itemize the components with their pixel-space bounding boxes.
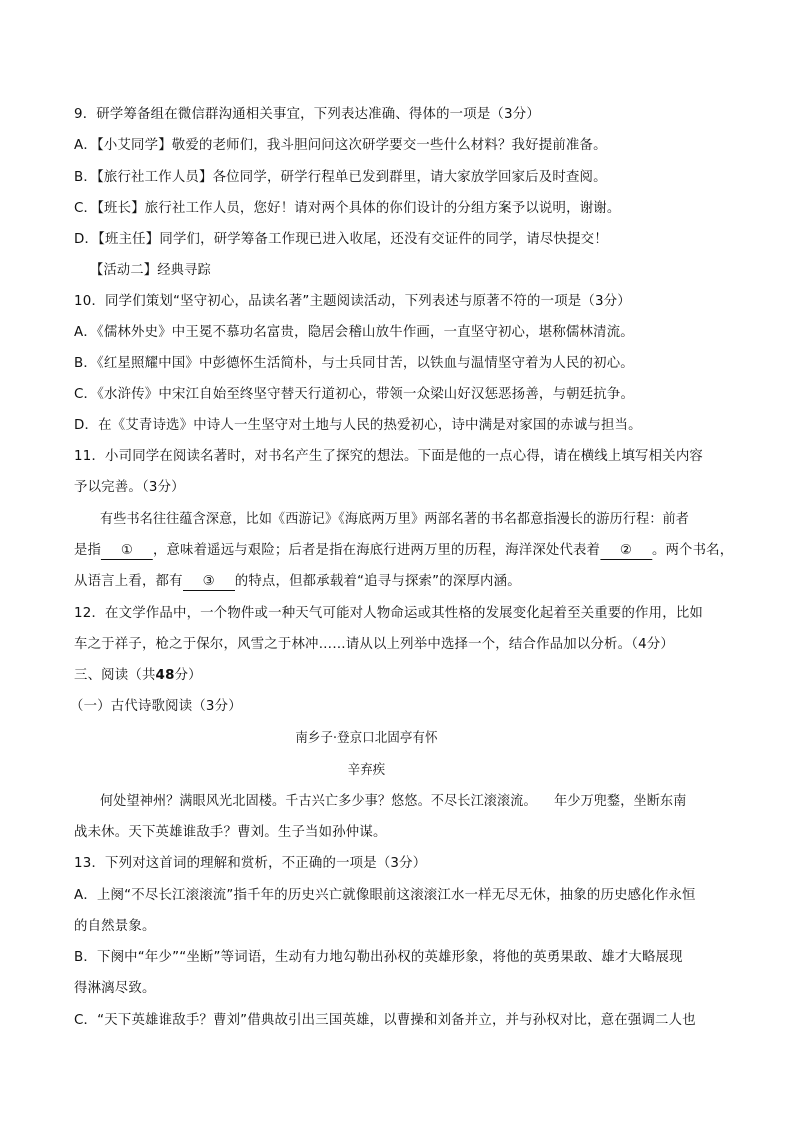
section-title-text: 分） — [174, 668, 202, 683]
q12-line1: 12．在文学作品中，一个物件或一种天气可能对人物命运或其性格的发展变化起着至关重要的作用，比如 — [74, 606, 704, 621]
fill-blank-3: ③ — [183, 574, 235, 591]
q10-stem: 10．同学们策划“坚守初心，品读名著”主题阅读活动，下列表述与原著不符的一项是（3分） — [74, 294, 631, 309]
poem-line2: 战未休。天下英雄谁敌手？曹刘。生子当如孙仲谋。 — [74, 825, 387, 840]
q11-text: 。两个书名， — [651, 543, 734, 558]
q10-option-c: C．《水浒传》中宋江自始至终坚守替天行道初心，带领一众梁山好汉惩恶扬善，与朝廷抗争。 — [74, 387, 635, 402]
q13-stem: 13．下列对这首词的理解和赏析，不正确的一项是（3分） — [74, 856, 427, 871]
q11-text: ，意味着遥远与艰险；后者是指在海底行进两万里的历程，海洋深处代表着 — [152, 543, 601, 558]
q13-option-b-line1: B．下阕中“年少”“坐断”等词语，生动有力地勾勒出孙权的英雄形象，将他的英勇果敢、雄才大略展现 — [74, 950, 683, 965]
subsection-title: （一）古代诗歌阅读（3分） — [70, 699, 242, 714]
q9-option-b: B．【旅行社工作人员】各位同学，研学行程单已发到群里，请大家放学回家后及时查阅。 — [74, 170, 607, 185]
q9-option-a: A．【小艾同学】敬爱的老师们，我斗胆问问这次研学要交一些什么材料？我好提前准备。 — [74, 138, 607, 153]
q9-stem: 9．研学筹备组在微信群沟通相关事宜，下列表达准确、得体的一项是（3分） — [74, 107, 540, 122]
q11-passage-line2 — [74, 542, 734, 560]
poem-author: 辛弃疾 — [347, 763, 386, 778]
q10-option-d: D．在《艾青诗选》中诗人一生坚守对土地与人民的热爱初心，诗中满是对家国的赤诚与担当。 — [74, 418, 642, 433]
activity-heading: 【活动二】经典寻踪 — [90, 263, 212, 278]
q11-text: 的特点，但都承载着“追寻与探索”的深厚内涵。 — [234, 574, 521, 589]
q10-option-a: A．《儒林外史》中王冕不慕功名富贵，隐居会稽山放牛作画，一直坚守初心，堪称儒林清流。 — [74, 325, 634, 340]
poem-title: 南乡子·登京口北固亭有怀 — [295, 731, 438, 746]
fill-blank-2: ② — [600, 543, 652, 560]
q11-passage-line1: 有些书名往往蕴含深意，比如《西游记》《海底两万里》两部名著的书名都意指漫长的游历行程：前者 — [100, 512, 690, 527]
q11-passage-line3 — [74, 573, 724, 591]
q12-line2: 车之于祥子，枪之于保尔，风雪之于林冲……请从以上列举中选择一个，结合作品加以分析。（4分） — [74, 637, 675, 652]
q10-option-b: B．《红星照耀中国》中彭德怀生活简朴，与士兵同甘苦，以铁血与温情坚守着为人民的初心。 — [74, 356, 634, 371]
q11-text: 是指 — [74, 543, 102, 558]
fill-blank-1: ① — [101, 543, 153, 560]
poem-line1: 何处望神州？满眼风光北固楼。千古兴亡多少事？悠悠。不尽长江滚滚流。 年少万兜鍪，坐断东南 — [100, 794, 687, 809]
q11-text: 从语言上看，都有 — [74, 574, 183, 589]
q11-stem-line1: 11．小司同学在阅读名著时，对书名产生了探究的想法。下面是他的一点心得，请在横线上填写相关内容 — [74, 449, 704, 464]
q9-option-d: D．【班主任】同学们，研学筹备工作现已进入收尾，还没有交证件的同学，请尽快提交！ — [74, 232, 608, 247]
q11-stem-line2: 予以完善。（3分） — [74, 480, 185, 495]
q13-option-c-line1: C．“天下英雄谁敌手？曹刘”借典故引出三国英雄，以曹操和刘备并立，并与孙权对比，意在强调二人也 — [74, 1013, 696, 1028]
q13-option-a-line2: 的自然景象。 — [74, 919, 156, 934]
section-score: 48 — [155, 668, 175, 683]
section-title — [74, 667, 724, 685]
q13-option-b-line2: 得淋漓尽致。 — [74, 981, 156, 996]
q9-option-c: C．【班长】旅行社工作人员，您好！请对两个具体的你们设计的分组方案予以说明，谢谢。 — [74, 201, 621, 216]
q13-option-a-line1: A．上阕“不尽长江滚滚流”指千年的历史兴亡就像眼前这滚滚江水一样无尽无休，抽象的历史感化作永恒 — [74, 888, 696, 903]
section-title-text: 三、阅读（共 — [74, 668, 156, 683]
